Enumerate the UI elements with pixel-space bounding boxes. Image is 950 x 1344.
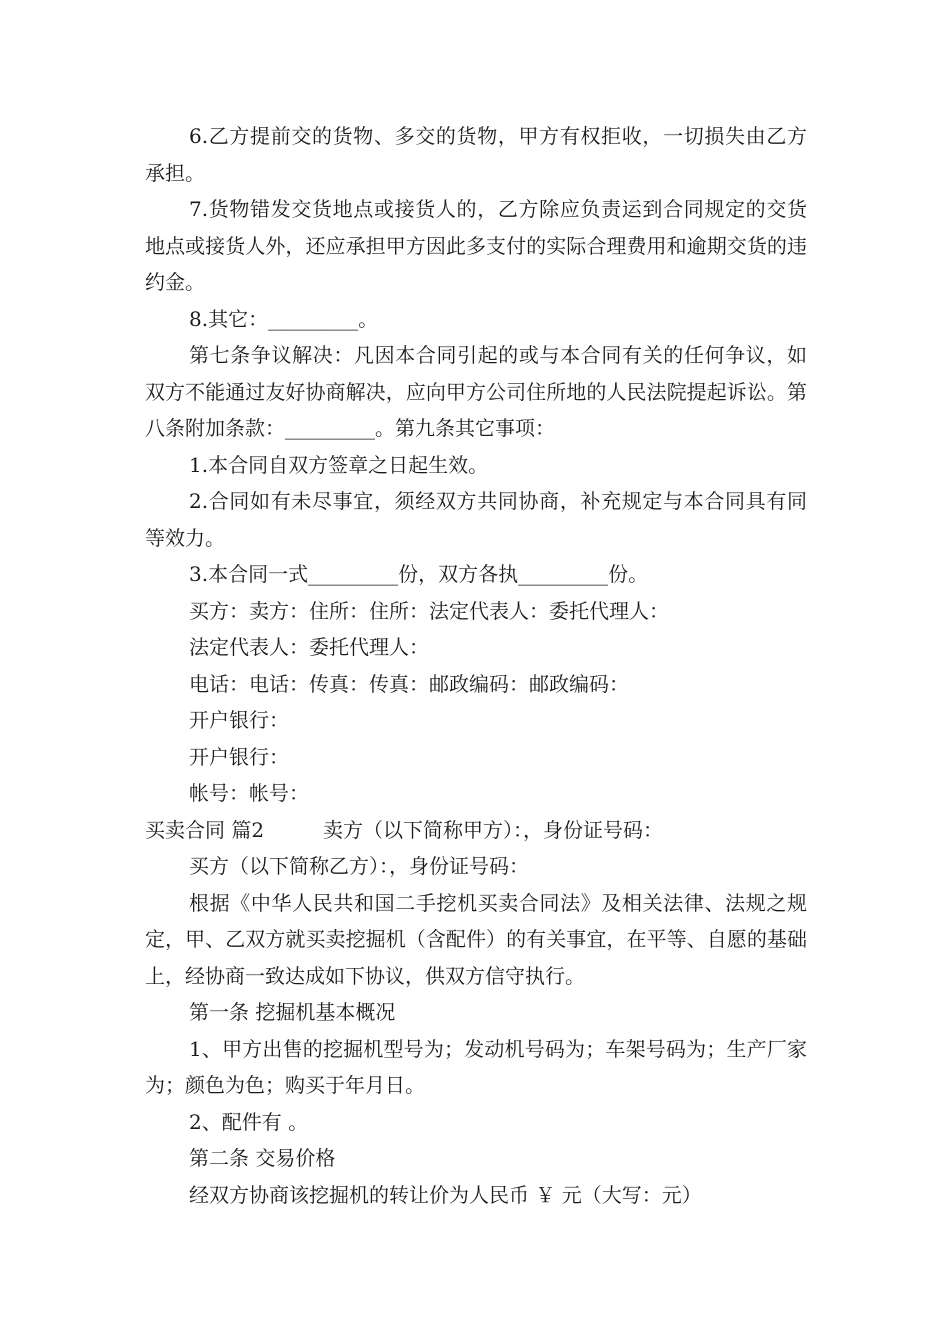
clause-8: 8.其它：_________。 bbox=[189, 306, 379, 331]
signature-bank-2: 开户银行： bbox=[189, 744, 289, 769]
preamble: 根据《中华人民共和国二手挖机买卖合同法》及相关法律、法规之规定，甲、乙双方就买卖挖掘机（含配件）的有关事宜，在平等、自愿的基础上，经协商一致达成如下协议，供双方信守执行。 bbox=[145, 890, 807, 988]
article-2-title: 第二条 交易价格 bbox=[189, 1146, 336, 1170]
document-body bbox=[145, 118, 807, 1213]
section-2-heading-line bbox=[145, 812, 807, 849]
clause-7: 7.货物错发交货地点或接货人的，乙方除应负责运到合同规定的交货地点或接货人外，还应承担甲方因此多支付的实际合理费用和逾期交货的违约金。 bbox=[145, 197, 807, 294]
item-2-supplement: 2.合同如有未尽事宜，须经双方共同协商，补充规定与本合同具有同等效力。 bbox=[145, 489, 807, 550]
item-3-copies: 3.本合同一式_________份，双方各执_________份。 bbox=[189, 562, 649, 586]
signature-representatives: 法定代表人：委托代理人： bbox=[189, 635, 429, 659]
article-1-title: 第一条 挖掘机基本概况 bbox=[189, 1000, 396, 1024]
article-2-price: 经双方协商该挖掘机的转让价为人民币 ￥ 元（大写：元） bbox=[189, 1182, 702, 1207]
buyer-line: 买方（以下简称乙方）：，身份证号码： bbox=[189, 854, 529, 878]
signature-bank-1: 开户银行： bbox=[189, 708, 289, 732]
item-1-effective: 1.本合同自双方签章之日起生效。 bbox=[189, 452, 489, 477]
article-1-item-1: 1、甲方出售的挖掘机型号为；发动机号码为；车架号码为；生产厂家为；颜色为色；购买于年月日。 bbox=[145, 1036, 807, 1097]
signature-account: 帐号：帐号： bbox=[189, 781, 309, 805]
signature-contacts: 电话：电话：传真：传真：邮政编码：邮政编码： bbox=[189, 671, 629, 696]
section-2-heading: 买卖合同 篇2 bbox=[145, 817, 265, 842]
article-7-dispute: 第七条争议解决：凡因本合同引起的或与本合同有关的任何争议，如双方不能通过友好协商解决，应向甲方公司住所地的人民法院提起诉讼。第八条附加条款：_________。第九条其它事项： bbox=[145, 343, 807, 440]
clause-6: 6.乙方提前交的货物、多交的货物，甲方有权拒收，一切损失由乙方承担。 bbox=[145, 124, 807, 185]
signature-parties: 买方：卖方：住所：住所：法定代表人：委托代理人： bbox=[189, 598, 669, 623]
article-1-item-2: 2、配件有 。 bbox=[189, 1109, 309, 1134]
seller-line: 卖方（以下简称甲方）：，身份证号码： bbox=[323, 817, 663, 842]
